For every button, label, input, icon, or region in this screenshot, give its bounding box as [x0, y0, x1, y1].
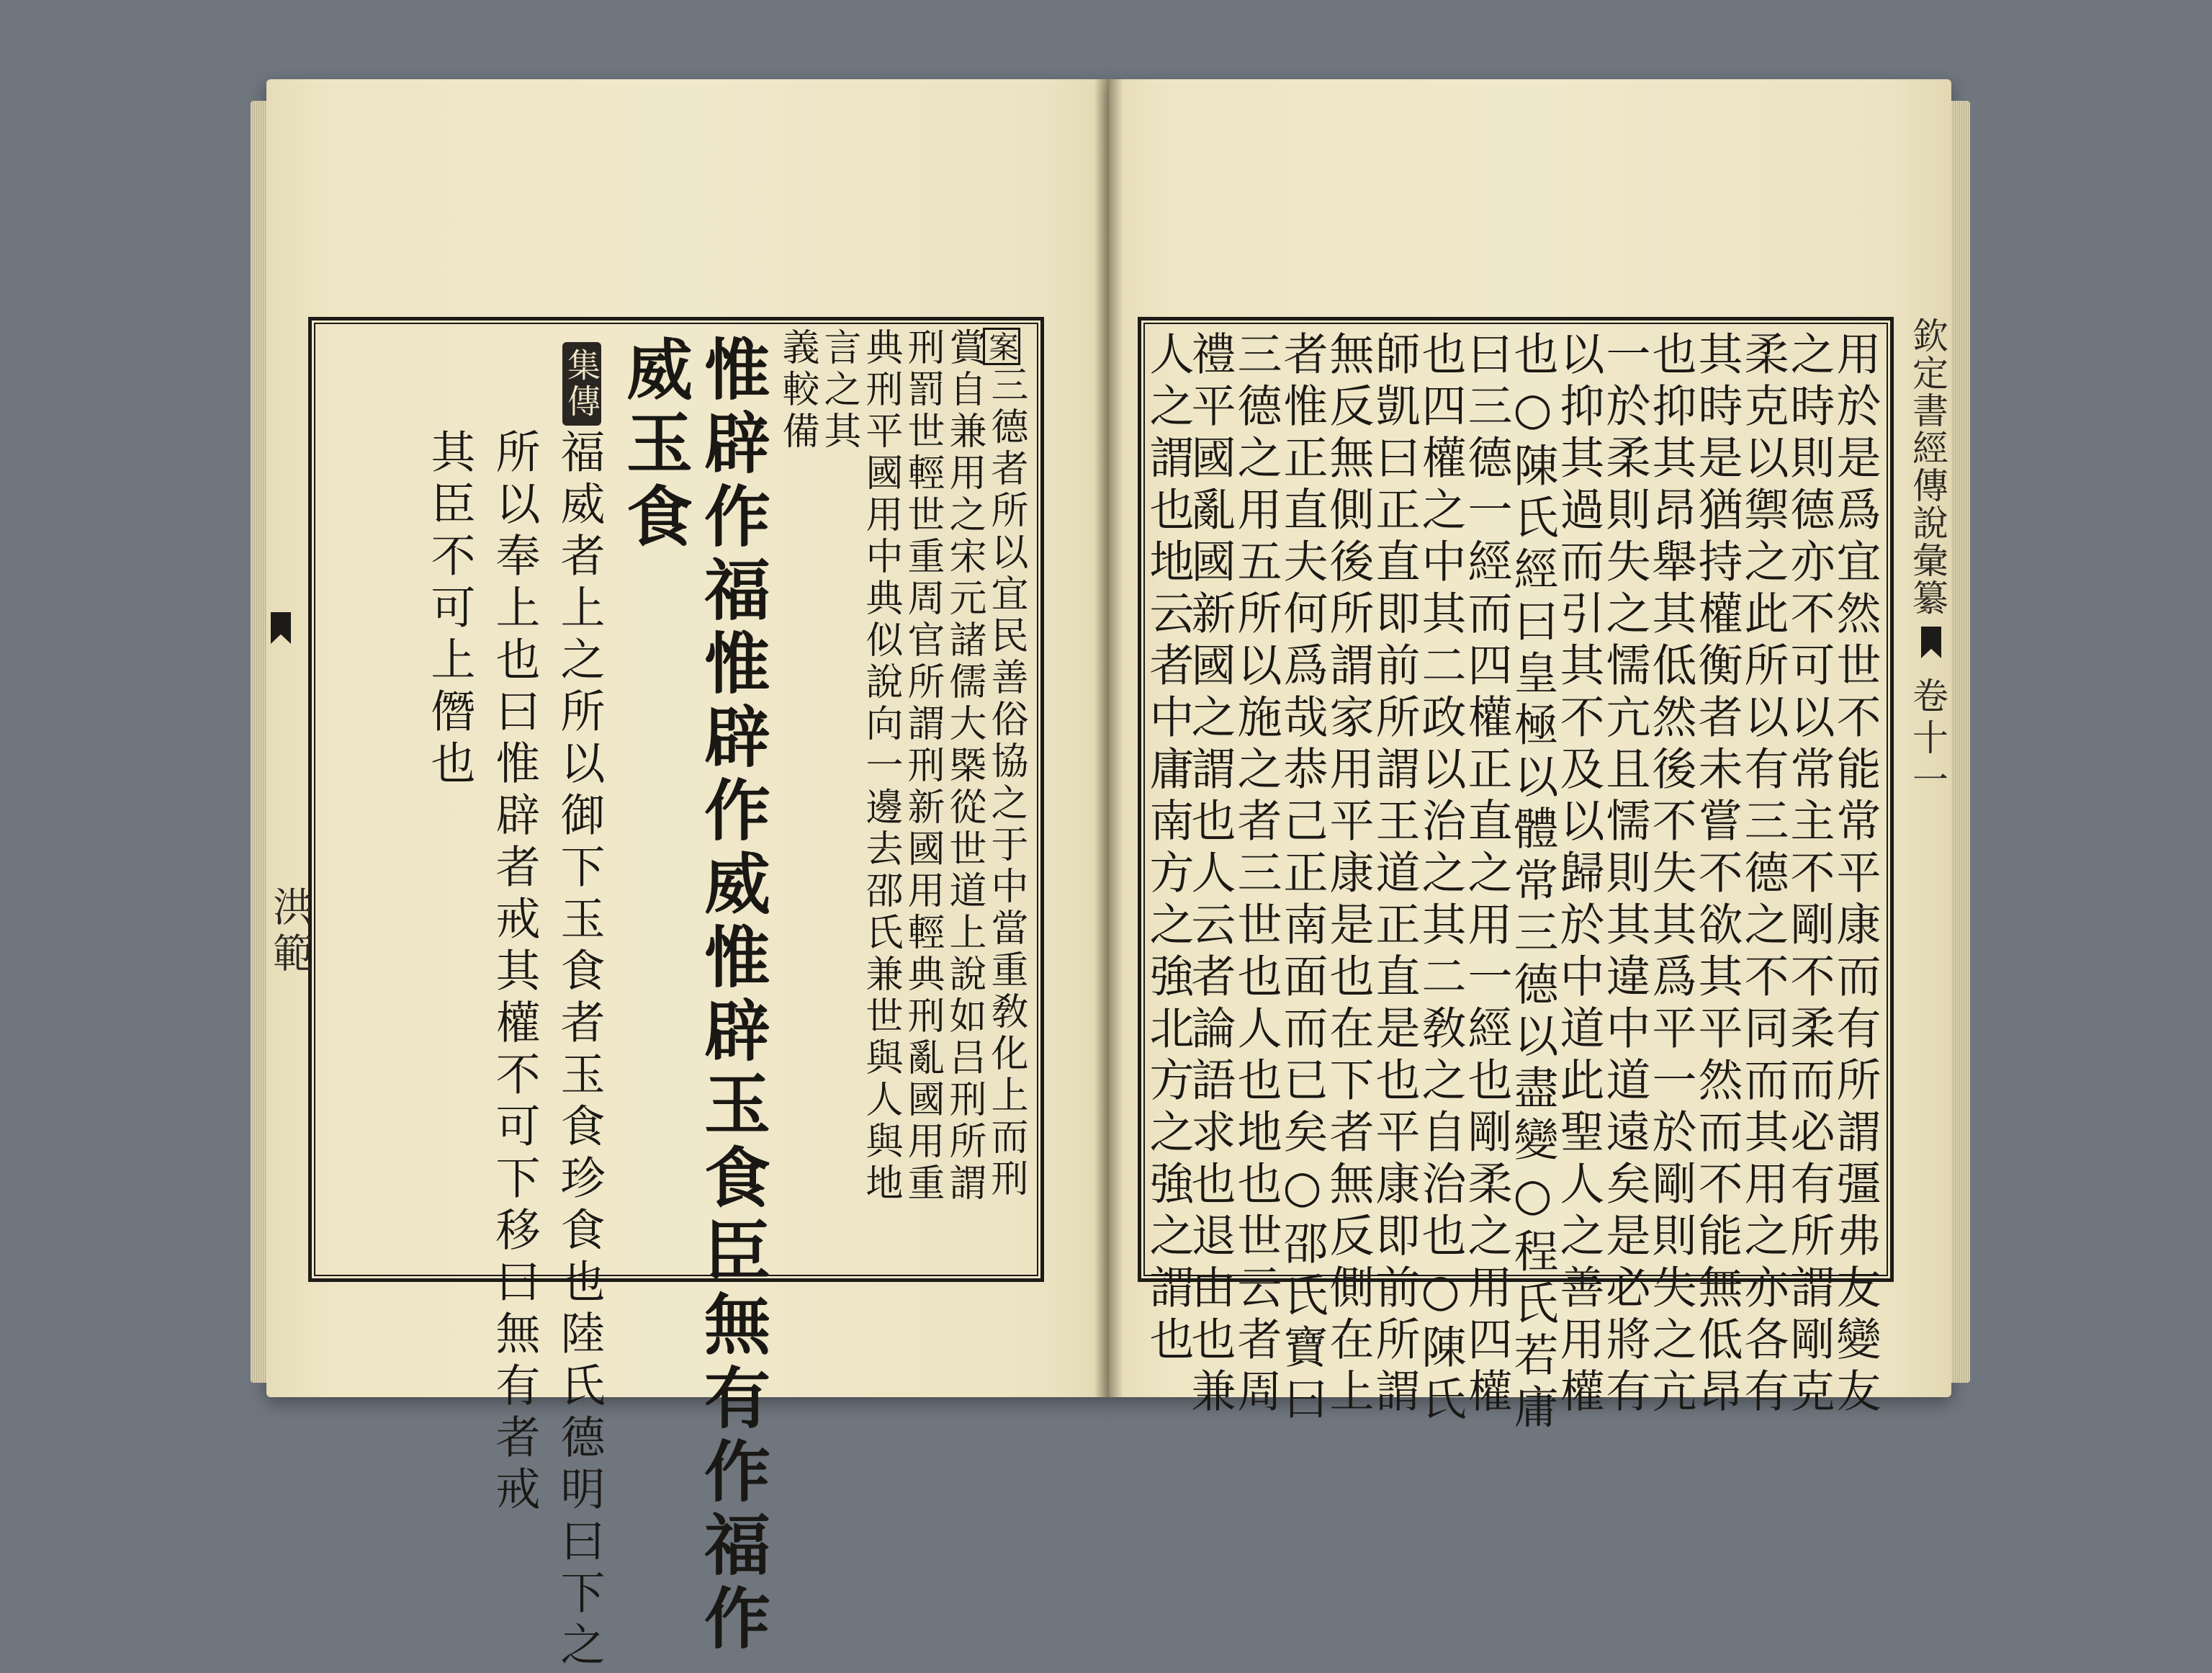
right-col-12: 無反無側後所謂家用平康是也在下者無反側在上	[1322, 331, 1375, 1419]
open-book	[266, 79, 1951, 1673]
commentary-badge: 案	[983, 328, 1020, 365]
main-text-col-2: 威玉食	[616, 335, 693, 555]
right-col-1: 用於是爲宜然世不能常平康而有所謂彊弗友變友	[1829, 331, 1881, 1419]
right-col-13: 者惟正直夫何爲哉恭己正南面而已矣○邵氏寶曰	[1276, 331, 1328, 1427]
commentary-col-5: 言之其	[817, 328, 860, 453]
right-col-10: 也四權之中其二政以治之其二敎之自治也○陳氏	[1414, 331, 1467, 1427]
commentary-col-1: 三德者所以宜民善俗協之于中當重敎化上而刑	[984, 365, 1028, 1201]
left-margin-title: 洪範	[266, 886, 313, 978]
commentary-col-3: 刑罰世輕世重周官所謂刑新國用輕典刑亂國用重	[901, 328, 944, 1205]
right-col-3: 柔克以禦之此所以有三德之不同而其用之亦各有	[1737, 331, 1789, 1419]
right-margin-title: 欽定書經傳說彙纂	[1907, 317, 1948, 616]
right-col-15: 禮平國亂國新國之謂也人云者論語求也退由也兼	[1184, 331, 1236, 1419]
jizhuan-badge: 集傳	[562, 342, 601, 426]
fish-tail-mark-right	[1921, 627, 1941, 658]
right-col-6: 一於柔則失之懦亢且懦則其違中道遠矣是必將有	[1599, 331, 1651, 1419]
left-text-frame	[308, 317, 1044, 1673]
right-page	[1109, 79, 1951, 1435]
right-col-4: 其時是猶持權衡者未嘗不欲其平然而不能無低昂	[1691, 331, 1743, 1419]
jizhuan-col-2: 所以奉上也曰惟辟者戒其權不可下移曰無有者戒	[488, 429, 541, 1517]
fish-tail-mark	[271, 612, 291, 644]
right-col-14: 三德之用五所以施之者三世也人也地也世云者周	[1230, 331, 1282, 1419]
jizhuan-col-3: 其臣不可上僭也	[423, 429, 476, 791]
main-text-col-1: 惟辟作福惟辟作威惟辟玉食臣無有作福作	[693, 335, 771, 1657]
commentary-col-6: 義較備	[775, 328, 819, 453]
right-col-7: 以抑其過而引其不及以歸於中道此聖人之善用權	[1552, 331, 1605, 1419]
right-col-16: 人之謂也地云者中庸南方之強北方之強之謂也	[1142, 331, 1195, 1368]
right-col-8: 也○陳氏經曰皇極以體常三德以盡變○程氏若庸	[1506, 331, 1559, 1435]
commentary-col-2: 賞自兼用之宋元諸儒大槩從世道上說如吕刑所謂	[943, 328, 986, 1205]
right-page-edge	[1951, 101, 1970, 1383]
right-col-2: 之時則德亦不可以常主不剛不柔而必有所謂剛克	[1783, 331, 1835, 1419]
jizhuan-col-1: 福威者上之所以御下玉食者玉食珍食也陸氏德明曰下之	[553, 429, 606, 1673]
right-col-9: 曰三德一經而四權正直之用一經也剛柔之用四權	[1460, 331, 1513, 1419]
left-page-edge	[251, 101, 266, 1383]
right-col-5: 也抑其昂舉其低然後不失其爲平一於剛則失之亢	[1645, 331, 1697, 1419]
commentary-col-4: 典刑平國用中典似說向一邊去邵氏兼世與人與地	[859, 328, 902, 1205]
left-page	[266, 79, 1109, 1673]
book-gutter	[1094, 79, 1123, 1397]
right-col-11: 師凱曰正直即前所謂王道正直是也平康即前所謂	[1368, 331, 1421, 1419]
right-text-frame	[1138, 317, 1894, 1435]
right-margin-volume: 卷十一	[1907, 677, 1948, 802]
